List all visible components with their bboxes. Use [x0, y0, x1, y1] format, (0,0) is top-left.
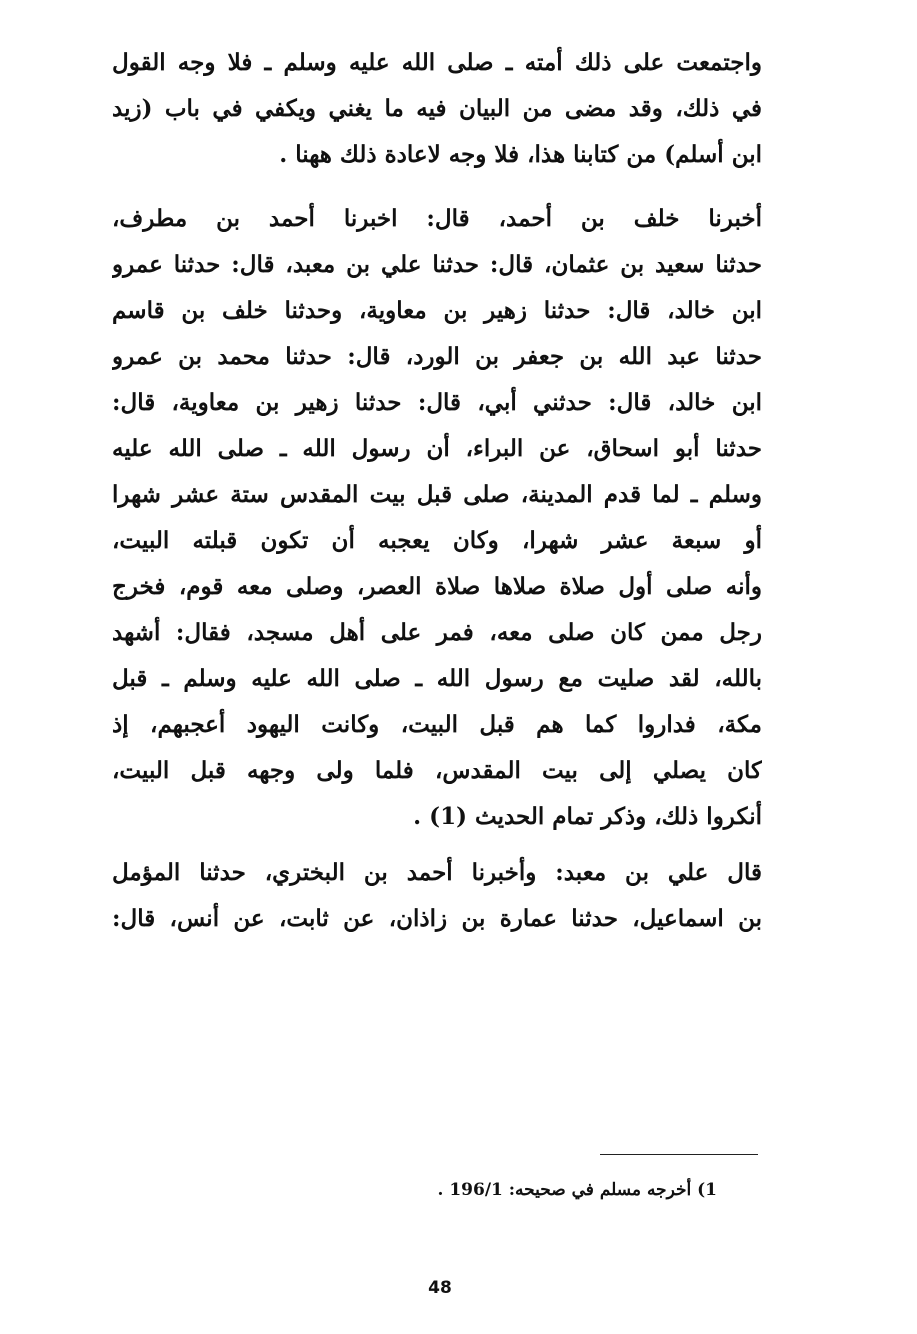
- paragraph-3: [112, 850, 762, 942]
- paragraph-line: رجل ممن كان صلى معه، فمر على أهل مسجد، فقال: أشهد: [112, 619, 762, 646]
- paragraph-line: كان يصلي إلى بيت المقدس، فلما ولى وجهه قبل البيت،: [112, 757, 762, 784]
- paragraph-line: وسلم ـ لما قدم المدينة، صلى قبل بيت المقدس ستة عشر شهرا: [112, 481, 762, 508]
- paragraph-line: أخبرنا خلف بن أحمد، قال: اخبرنا أحمد بن مطرف،: [112, 205, 762, 232]
- paragraph-line: ابن أسلم) من كتابنا هذا، فلا وجه لاعادة ذلك ههنا .: [279, 141, 762, 168]
- paragraph-line: قال علي بن معبد: وأخبرنا أحمد بن البختري، حدثنا المؤمل: [112, 859, 762, 886]
- paragraph-line: ابن خالد، قال: حدثنا زهير بن معاوية، وحدثنا خلف بن قاسم: [112, 297, 762, 324]
- paragraph-line: أو سبعة عشر شهرا، وكان يعجبه أن تكون قبلته البيت،: [112, 527, 762, 554]
- paragraph-line: مكة، فداروا كما هم قبل البيت، وكانت اليهود أعجبهم، إذ: [112, 711, 762, 738]
- footnote: 1) أخرجه مسلم في صحيحه: 196/1 .: [437, 1180, 717, 1200]
- paragraph-line: أنكروا ذلك، وذكر تمام الحديث (1) .: [413, 803, 762, 830]
- paragraph-line: بالله، لقد صليت مع رسول الله ـ صلى الله عليه وسلم ـ قبل: [112, 665, 762, 692]
- footnote-divider: [600, 1154, 758, 1155]
- paragraph-line: حدثنا أبو اسحاق، عن البراء، أن رسول الله ـ صلى الله عليه: [112, 435, 762, 462]
- page-number: 48: [428, 1278, 452, 1298]
- paragraph-line: حدثنا سعيد بن عثمان، قال: حدثنا علي بن معبد، قال: حدثنا عمرو: [112, 251, 762, 278]
- paragraph-line: بن اسماعيل، حدثنا عمارة بن زاذان، عن ثابت، عن أنس، قال:: [112, 905, 762, 932]
- paragraph-2: [112, 196, 762, 840]
- paragraph-line: ابن خالد، قال: حدثني أبي، قال: حدثنا زهير بن معاوية، قال:: [112, 389, 762, 416]
- paragraph-line: وأنه صلى أول صلاة صلاها صلاة العصر، وصلى معه قوم، فخرج: [112, 573, 762, 600]
- paragraph-line: واجتمعت على ذلك أمته ـ صلى الله عليه وسلم ـ فلا وجه القول: [112, 49, 762, 76]
- paragraph-1: [112, 40, 762, 178]
- paragraph-line: حدثنا عبد الله بن جعفر بن الورد، قال: حدثنا محمد بن عمرو: [112, 343, 762, 370]
- paragraph-line: في ذلك، وقد مضى من البيان فيه ما يغني ويكفي في باب (زيد: [112, 95, 762, 122]
